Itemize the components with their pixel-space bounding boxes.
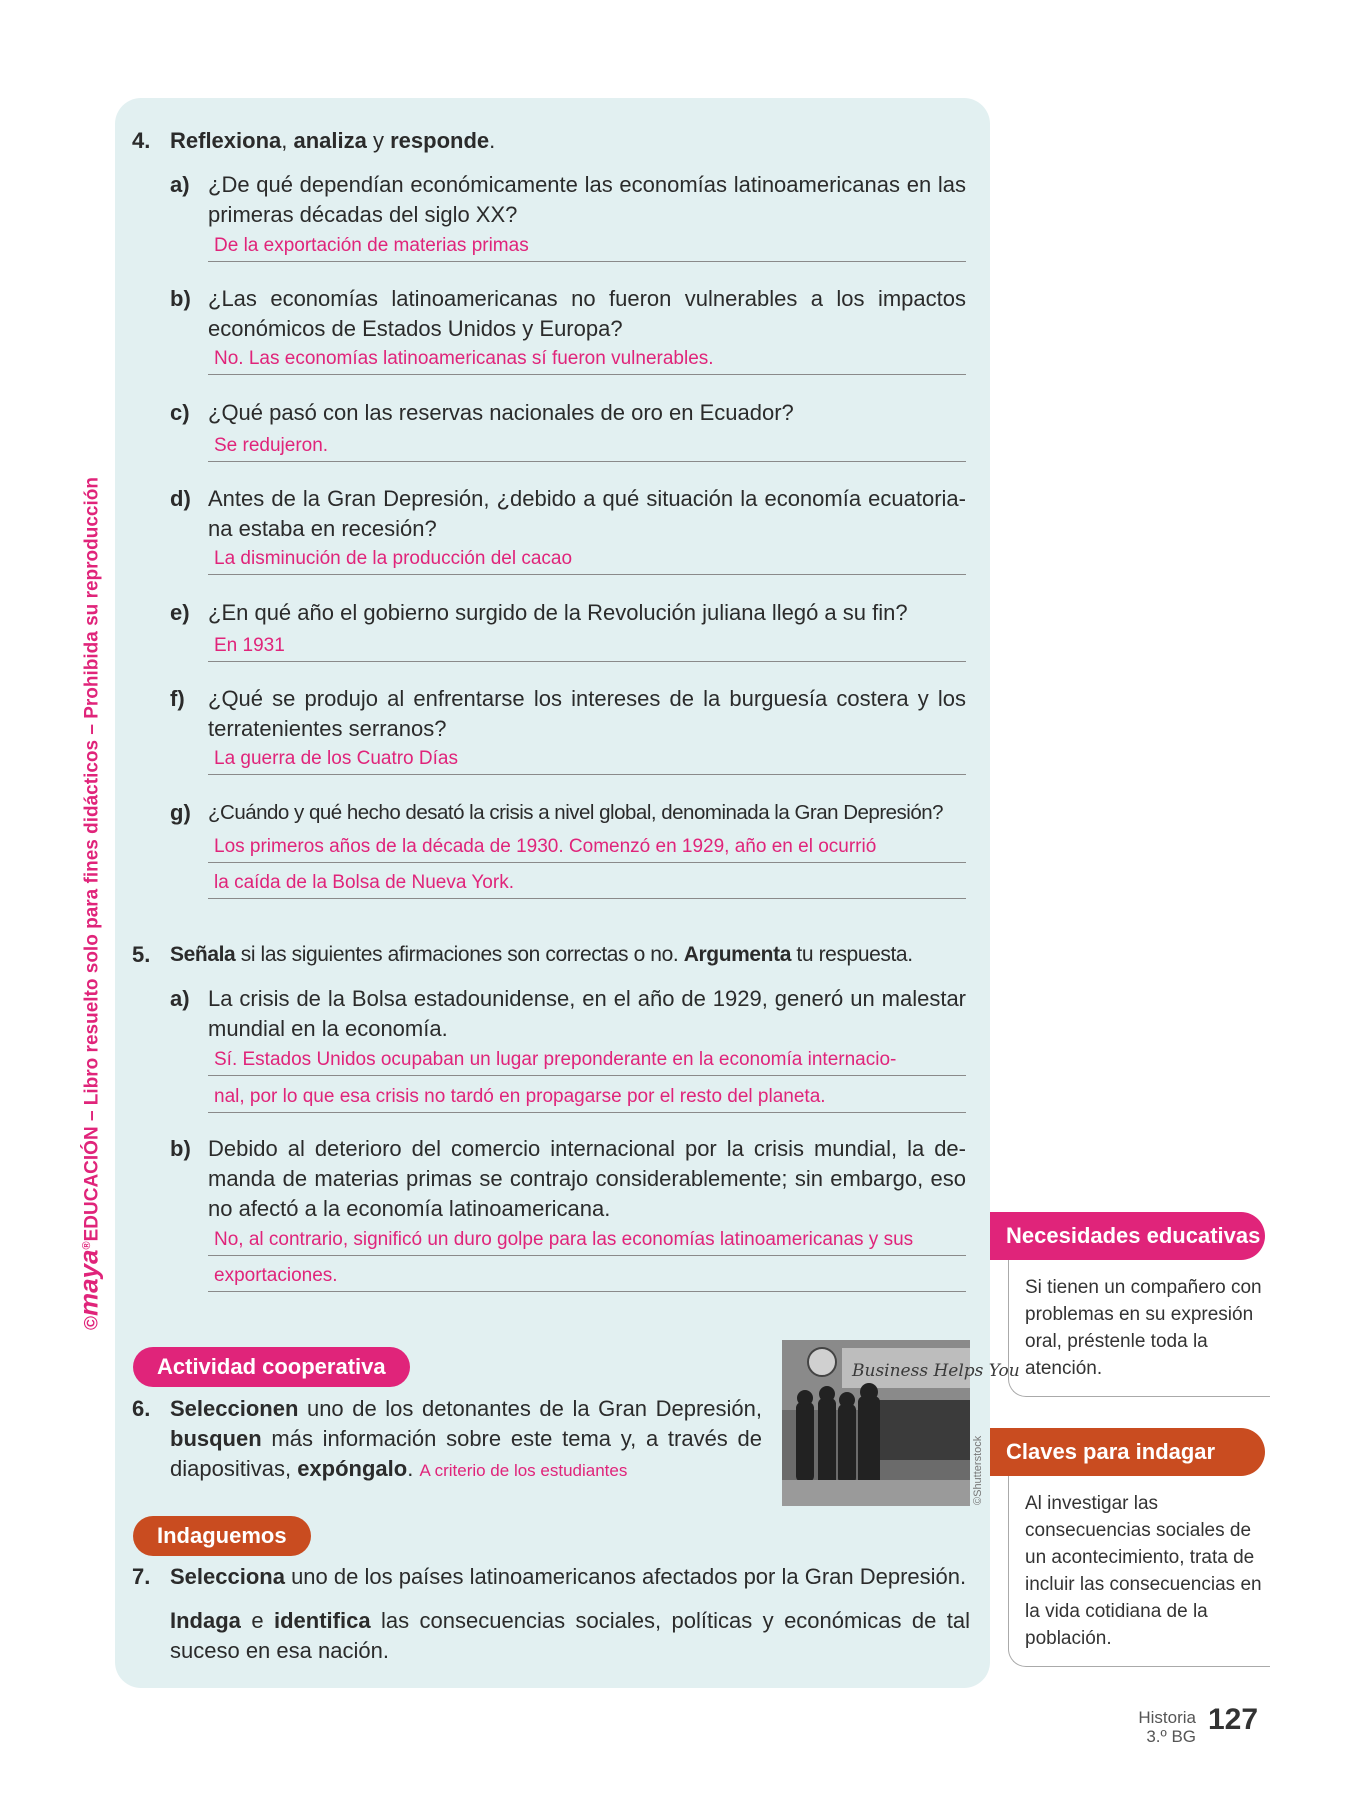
question-4-instruction: Reflexiona, analiza y responde. bbox=[170, 128, 496, 153]
question-6-answer: A criterio de los estudiantes bbox=[419, 1461, 628, 1480]
item-5b-question: Debido al deterioro del comercio internacional por la crisis mundial, la de-manda de materias primas se contrajo considerablemente; sin embargo, eso no afectó a la economía latinoamericana. bbox=[208, 1136, 966, 1221]
item-4f-letter: f) bbox=[170, 686, 185, 711]
item-4g-letter: g) bbox=[170, 800, 191, 825]
photo-credit: ©Shutterstock bbox=[972, 1435, 984, 1505]
question-7-number: 7. bbox=[132, 1564, 151, 1589]
item-5b-answer-line-1: No, al contrario, significó un duro golpe para las economías latinoamericanas y sus bbox=[208, 1222, 966, 1256]
item-5a-answer-line-2: nal, por lo que esa crisis no tardó en propagarse por el resto del planeta. bbox=[208, 1079, 966, 1113]
photo-sign-text: Business Helps You bbox=[852, 1361, 1020, 1381]
item-4g-answer-line-1: Los primeros años de la década de 1930. Comenzó en 1929, año en el ocurrió bbox=[208, 829, 966, 863]
footer-subject: Historia 3.º BG bbox=[1138, 1708, 1196, 1746]
item-4d-letter: d) bbox=[170, 486, 191, 511]
item-4e-letter: e) bbox=[170, 600, 190, 625]
item-5b-answer-line-2: exportaciones. bbox=[208, 1258, 966, 1292]
item-4f-question: ¿Qué se produjo al enfrentarse los intereses de la burguesía costera y los terratenientes serranos? bbox=[208, 686, 966, 741]
item-4e-answer: En 1931 bbox=[208, 628, 966, 662]
item-4a-letter: a) bbox=[170, 172, 190, 197]
question-5-instruction: Señala si las siguientes afirmaciones son correctas o no. Argumenta tu respuesta. bbox=[170, 943, 913, 966]
maya-logo: maya bbox=[73, 1249, 104, 1316]
item-4c-letter: c) bbox=[170, 400, 190, 425]
item-5a-letter: a) bbox=[170, 986, 190, 1011]
actividad-cooperativa-label: Actividad cooperativa bbox=[133, 1347, 410, 1387]
item-4d-answer: La disminución de la producción del cacao bbox=[208, 541, 966, 575]
question-6-text: Seleccionen uno de los detonantes de la Gran Depresión, busquen más información sobre este tema y, a través de diapositivas, expóngalo. A criterio de los estudiantes bbox=[170, 1396, 762, 1481]
item-4b-answer: No. Las economías latinoamericanas sí fueron vulnerables. bbox=[208, 341, 966, 375]
question-7-text-2: Indaga e identifica las consecuencias sociales, políticas y económicas de tal suceso en esa nación. bbox=[170, 1608, 971, 1663]
item-5a-question: La crisis de la Bolsa estadounidense, en el año de 1929, generó un malestar mundial en la economía. bbox=[208, 986, 966, 1041]
item-4a-answer: De la exportación de materias primas bbox=[208, 228, 966, 262]
claves-para-indagar-header: Claves para indagar bbox=[990, 1428, 1265, 1476]
item-4g-answer-line-2: la caída de la Bolsa de Nueva York. bbox=[208, 865, 966, 899]
page-number: 127 bbox=[1208, 1703, 1259, 1736]
question-6-number: 6. bbox=[132, 1396, 151, 1421]
item-4g-question: ¿Cuándo y qué hecho desató la crisis a nivel global, denominada la Gran Depresión? bbox=[208, 801, 944, 824]
claves-para-indagar-text: Al investigar las consecuencias sociales de un acontecimiento, trata de incluir las consecuencias en la vida cotidiana de la población. bbox=[1008, 1476, 1270, 1667]
indaguemos-label: Indaguemos bbox=[133, 1516, 311, 1556]
necesidades-educativas-text: Si tienen un compañero con problemas en su expresión oral, préstenle toda la atención. bbox=[1008, 1260, 1270, 1397]
question-5-number: 5. bbox=[132, 942, 151, 967]
question-7-text-1: Selecciona uno de los países latinoamericanos afectados por la Gran Depresión. bbox=[170, 1564, 967, 1589]
item-4b-letter: b) bbox=[170, 286, 191, 311]
item-4d-question: Antes de la Gran Depresión, ¿debido a qué situación la economía ecuatoria-na estaba en recesión? bbox=[208, 486, 966, 541]
item-5b-letter: b) bbox=[170, 1136, 191, 1161]
necesidades-educativas-header: Necesidades educativas bbox=[990, 1212, 1265, 1260]
item-4c-answer: Se redujeron. bbox=[208, 428, 966, 462]
item-4e-question: ¿En qué año el gobierno surgido de la Revolución juliana llegó a su fin? bbox=[208, 600, 908, 625]
question-4-number: 4. bbox=[132, 128, 151, 153]
item-4b-question: ¿Las economías latinoamericanas no fueron vulnerables a los impactos económicos de Estados Unidos y Europa? bbox=[208, 286, 966, 341]
item-4a-question: ¿De qué dependían económicamente las economías latinoamericanas en las primeras décadas del siglo XX? bbox=[208, 172, 966, 227]
item-4c-question: ¿Qué pasó con las reservas nacionales de oro en Ecuador? bbox=[208, 400, 794, 425]
item-4f-answer: La guerra de los Cuatro Días bbox=[208, 741, 966, 775]
item-5a-answer-line-1: Sí. Estados Unidos ocupaban un lugar preponderante en la economía internacio- bbox=[208, 1042, 966, 1076]
copyright-side-note: ©maya®EDUCACIÓN – Libro resuelto solo para fines didácticos – Prohibida su reproducción bbox=[73, 477, 104, 1330]
